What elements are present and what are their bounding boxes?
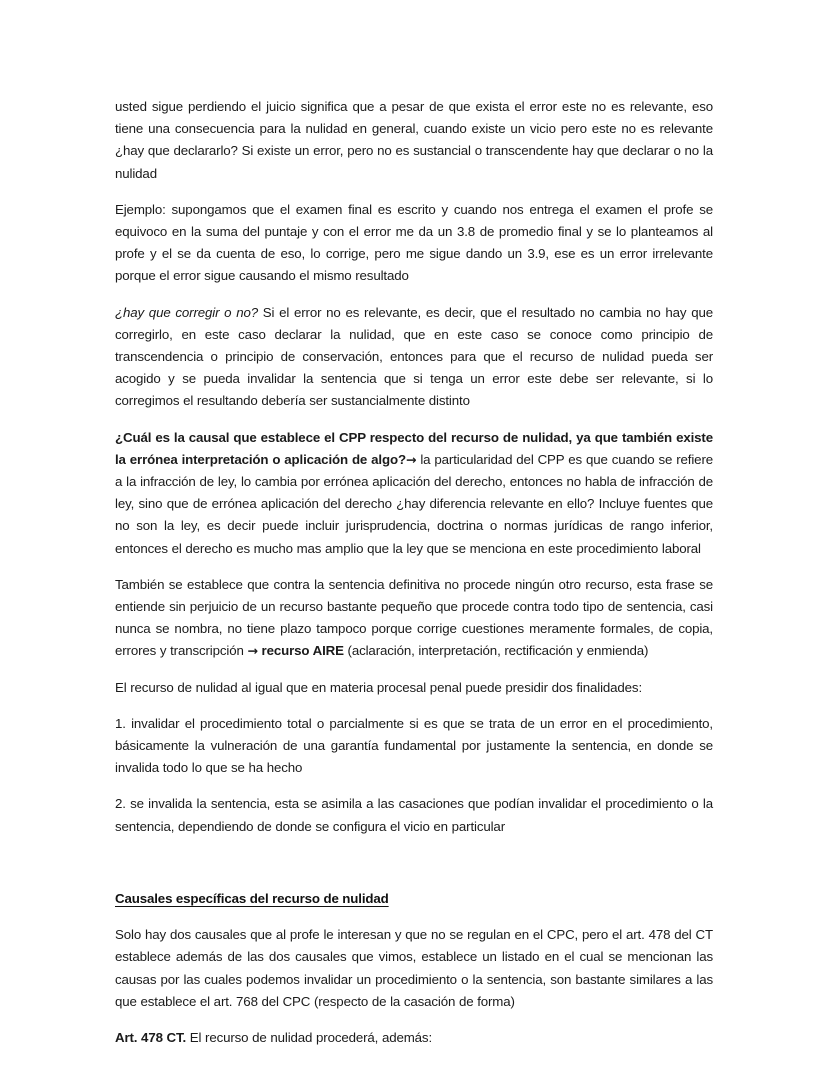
paragraph-ejemplo-examen [115, 199, 713, 288]
paragraph-text-after: (aclaración, interpretación, rectificación y enmienda) [343, 643, 649, 659]
list-item-1-invalidar-procedimiento [115, 713, 713, 780]
paragraph-text: usted sigue perdiendo el juicio significa que a pesar de que exista el error este no es relevante, eso tiene una consecuencia para la nulidad en general, cuando existe un vicio pero este no es relevante ¿hay que declararlo? Si existe un error, pero no es sustancial o transcendente hay que declarar o no la nulidad [115, 99, 713, 181]
paragraph-text: El recurso de nulidad procederá, además: [186, 1029, 433, 1045]
paragraph-text-before: También se establece que contra la sentencia definitiva no procede ningún otro recurso, esta frase se entiende sin perjuicio de un recurso bastante pequeño que procede contra todo tipo de sentencia, casi nunca se nombra, no tiene plazo tampoco porque corrige cuestiones meramente formales, de copia, errores y transcripción [115, 576, 713, 659]
paragraph-dos-causales-art478 [115, 924, 713, 1013]
paragraph-relevancia-error [115, 96, 713, 185]
bold-lead-question: ¿Cuál es la causal que establece el CPP respecto del recurso de nulidad, ya que también existe la errónea interpretación o aplicación de algo? [115, 429, 713, 467]
paragraph-text: Si el error no es relevante, es decir, que el resultado no cambia no hay que corregirlo, en este caso declarar la nulidad, que en este caso se conoce como principio de transcendencia o principio de conservación, entonces para que el recurso de nulidad pueda ser acogido y se pueda invalidar la sentencia que si tenga un error este debe ser relevante, si lo corregimos el resultando debería ser sustancialmente distinto [115, 304, 713, 409]
list-item-2-invalida-sentencia [115, 793, 713, 837]
heading-causales-especificas: Causales específicas del recurso de nulidad [115, 890, 389, 906]
paragraph-recurso-aire [115, 574, 713, 663]
paragraph-text: la particularidad del CPP es que cuando se refiere a la infracción de ley, lo cambia por errónea aplicación del derecho, entonces no habla de infracción de ley, sino que de errónea aplicación del derecho ¿hay diferencia relevante en ello? Incluye fuentes que no son la ley, es decir puede incluir jurisprudencia, doctrina o normas jurídicas de rango inferior, entonces el derecho es mucho mas amplio que la ley que se menciona en este procedimiento laboral [115, 451, 713, 556]
section-spacer [115, 852, 713, 888]
paragraph-hay-que-corregir [115, 302, 713, 413]
document-body [115, 96, 713, 1049]
list-item-text: 1. invalidar el procedimiento total o parcialmente si es que se trata de un error en el procedimiento, básicamente la vulneración de una garantía fundamental por justamente la sentencia, en donde se invalida todo lo que se ha hecho [115, 715, 713, 776]
bold-article-reference: Art. 478 CT. [115, 1029, 187, 1045]
paragraph-text: Solo hay dos causales que al profe le interesan y que no se regulan en el CPC, pero el art. 478 del CT establece además de las dos causales que vimos, establece un listado en el cual se mencionan las causas por las cuales podemos invalidar un procedimiento o la sentencia, son bastante similares a las que establece el art. 768 del CPC (respecto de la casación de forma) [115, 927, 713, 1009]
arrow-icon: → [405, 451, 417, 467]
list-item-text: 2. se invalida la sentencia, esta se asimila a las casaciones que podían invalidar el procedimiento o la sentencia, dependiendo de donde se configura el vicio en particular [115, 796, 713, 834]
paragraph-causal-cpp [115, 427, 713, 560]
paragraph-text: El recurso de nulidad al igual que en materia procesal penal puede presidir dos finalidades: [115, 679, 643, 695]
paragraph-art-478-ct [115, 1027, 713, 1049]
italic-lead-question: ¿hay que corregir o no? [115, 304, 258, 320]
arrow-icon: → [247, 643, 258, 659]
bold-term-recurso-aire: recurso AIRE [257, 643, 344, 659]
paragraph-dos-finalidades [115, 677, 713, 699]
paragraph-text: Ejemplo: supongamos que el examen final es escrito y cuando nos entrega el examen el profe se equivoco en la suma del puntaje y con el error me da un 3.8 de promedio final y se lo planteamos al profe y el se da cuenta de eso, lo corrige, pero me sigue dando un 3.9, ese es un error irrelevante porque el error sigue causando el mismo resultado [115, 201, 713, 284]
